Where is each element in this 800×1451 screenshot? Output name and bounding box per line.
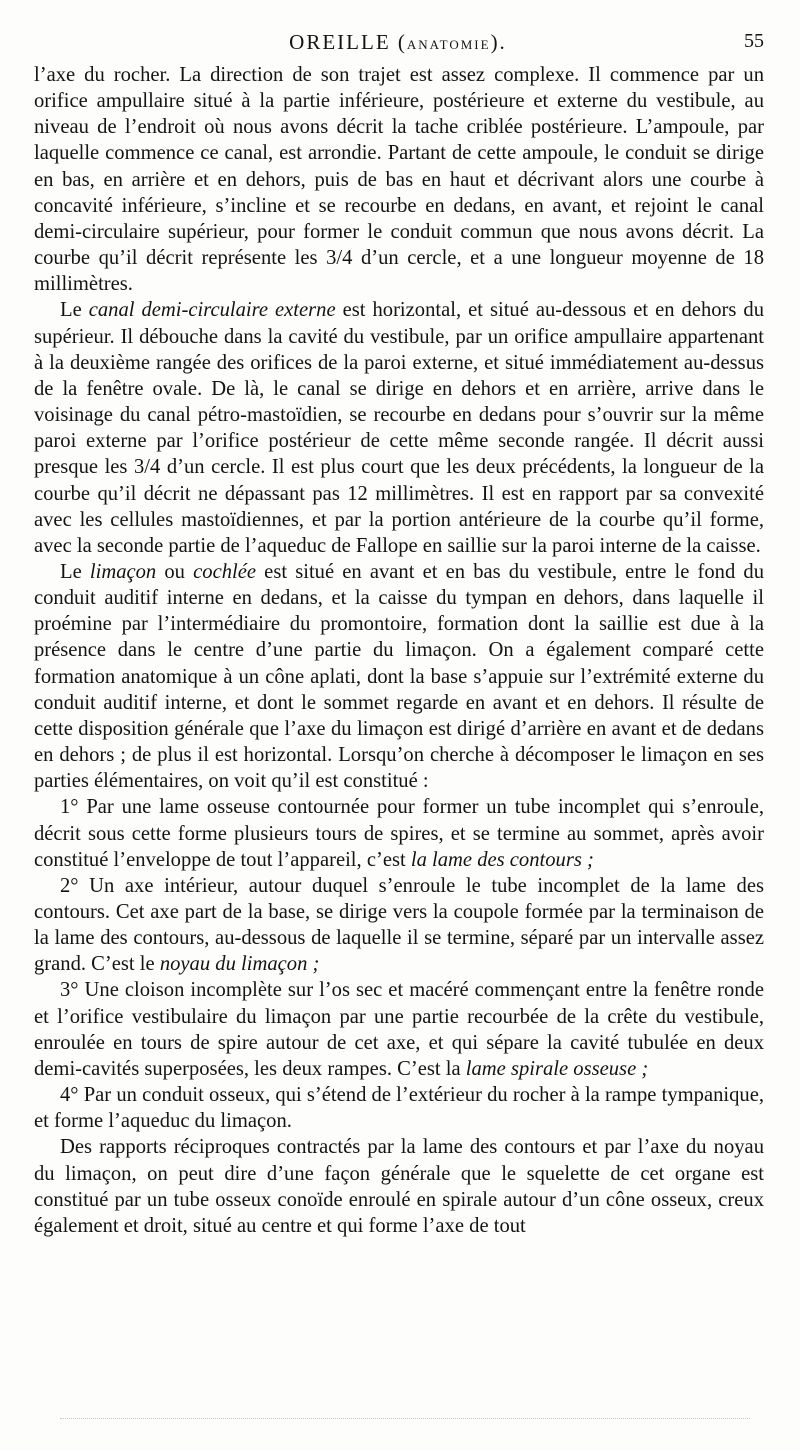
paragraph [34,1134,764,1239]
paragraph [34,62,764,297]
italic-term: noyau du limaçon ; [159,953,320,976]
running-title-close: ). [490,30,507,54]
paragraph-text: 4° Par un conduit osseux, qui s’étend de l’extérieur du rocher à la rampe tympanique, et forme l’aqueduc du limaçon. [34,1084,764,1133]
paragraph-text: Le [60,560,90,583]
italic-term: limaçon [89,560,157,583]
paragraph [34,977,764,1082]
running-title-main: OREILLE ( [289,30,407,54]
paragraph [34,559,764,794]
paragraph-text: 1° Par une lame osseuse contournée pour former un tube incomplet qui s’enroule, décrit sous cette forme plusieurs tours de spires, et se termine au sommet, après avoir constitué l’enveloppe de tout l’appareil, c’est [34,796,764,871]
italic-term: la lame des contours ; [410,848,594,871]
paragraph-text: Le [60,299,89,322]
paragraph [34,873,764,978]
paragraph-text: 2° Un axe intérieur, autour duquel s’enroule le tube incomplet de la lame des contours. Cet axe part de la base, se dirige vers la coupole formée par la terminaison de la lame des contours, au-dessous de laquelle il se termine, séparé par un intervalle assez grand. C’est le [34,874,764,976]
body-text [34,62,764,1239]
bottom-bleed-line [60,1418,750,1419]
running-title [32,30,764,55]
italic-term: cochlée [193,560,257,583]
paragraph [34,1082,764,1134]
paragraph-text: est situé en avant et en bas du vestibule, entre le fond du conduit auditif interne en dedans, et la caisse du tympan en dehors, dans laquelle il proémine par l’intermédiaire du promontoire, formation dont la saillie est due à la présence dans le centre d’une partie du limaçon. On a également comparé cette formation anatomique à un cône aplati, dont la base s’appuie sur l’extrémité externe du conduit auditif interne, et dont le sommet regarde en avant et en dehors. Il résulte de cette disposition générale que l’axe du limaçon est dirigé d’arrière en avant et de dedans en dehors ; de plus il est horizontal. Lorsqu’on cherche à décomposer le limaçon en ses parties élémentaires, on voit qu’il est constitué : [34,560,764,793]
paragraph-text: est horizontal, et situé au-dessous et en dehors du supérieur. Il débouche dans la cavité du vestibule, par un orifice ampullaire appartenant à la deuxième rangée des orifices de la paroi externe, et situé immédiatement au-dessus de la fenêtre ovale. De là, le canal se dirige en dehors et en arrière, arrive dans le voisinage du canal pétro-mastoïdien, se recourbe en dedans pour s’ouvrir sur la même paroi externe par l’orifice postérieur de cette même seconde rangée. Il décrit aussi presque les 3/4 d’un cercle. Il est plus court que les deux précédents, la longueur de la courbe qu’il décrit ne dépassant pas 12 millimètres. Il est en rapport par sa convexité avec les cellules mastoïdiennes, et par la portion antérieure de la courbe qu’il forme, avec la seconde partie de l’aqueduc de Fallope en saillie sur la paroi interne de la caisse. [34,299,764,557]
running-title-smallcaps: ANATOMIE [406,37,491,52]
running-head [32,30,764,60]
paragraph [34,297,764,559]
paragraph-text: l’axe du rocher. La direction de son trajet est assez complexe. Il commence par un orifice ampullaire situé à la partie inférieure, postérieure et externe du vestibule, au niveau de l’endroit où nous avons décrit la tache criblée postérieure. L’ampoule, par laquelle commence ce canal, est arrondie. Partant de cette ampoule, le conduit se dirige en bas, en arrière et en dehors, puis de bas en haut et décrivant alors une courbe à concavité inférieure, s’incline et se recourbe en dedans, en avant, et rejoint le canal demi-circulaire supérieur, pour former le conduit commun que nous avons décrit. La courbe qu’il décrit représente les 3/4 d’un cercle, et a une longueur moyenne de 18 millimètres. [34,64,764,296]
paragraph-text: ou [156,560,194,583]
paragraph [34,794,764,872]
italic-term: canal demi-circulaire externe [88,299,336,322]
paragraph-text: 3° Une cloison incomplète sur l’os sec et macéré commençant entre la fenêtre ronde et l’orifice vestibulaire du limaçon par une partie recourbée de la crête du vestibule, enroulée en tours de spire autour de cet axe, et qui sépare la cavité tubulée en deux demi-cavités superposées, les deux rampes. C’est la [34,979,764,1080]
page-number: 55 [744,30,764,52]
italic-term: lame spirale osseuse ; [465,1057,649,1080]
paragraph-text: Des rapports réciproques contractés par la lame des contours et par l’axe du noyau du limaçon, on peut dire d’une façon générale que le squelette de cet organe est constitué par un tube osseux conoïde enroulé en spirale autour d’un cône osseux, creux également et droit, situé au centre et qui forme l’axe de tout [34,1136,764,1237]
